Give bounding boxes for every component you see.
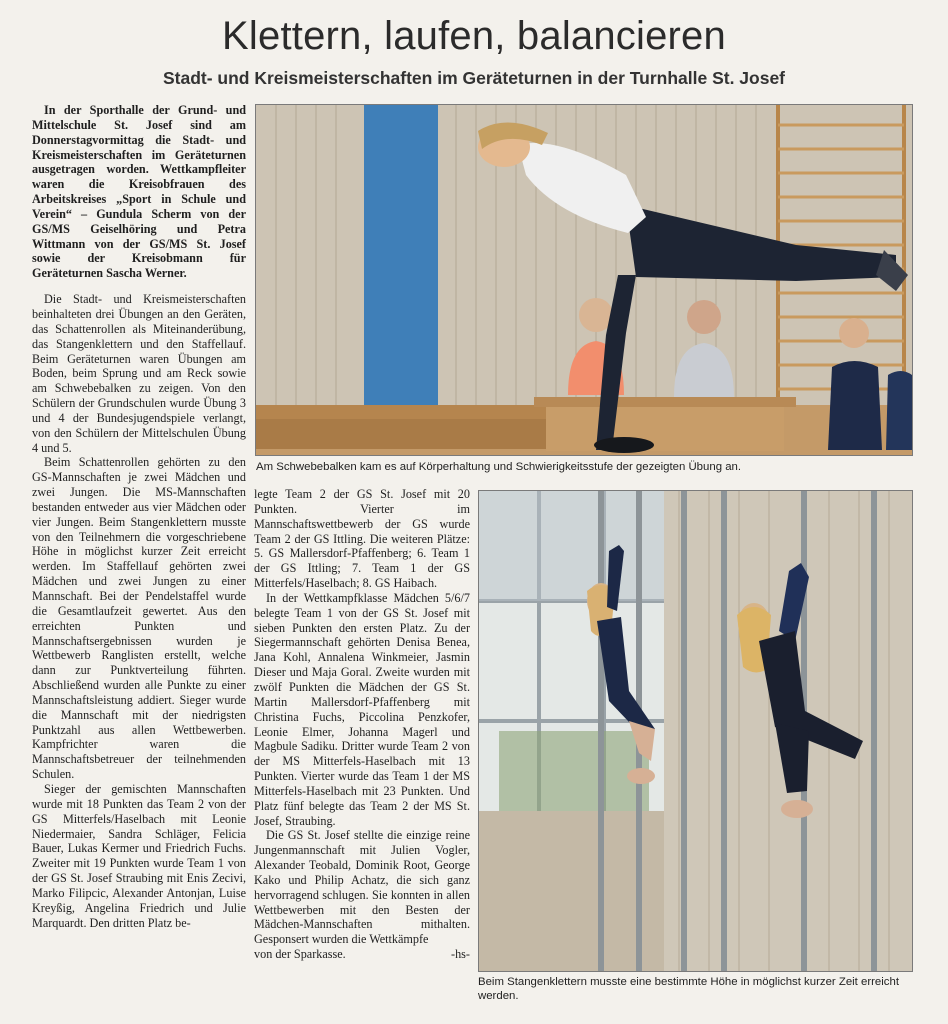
pole-climbing-illustration xyxy=(479,491,912,971)
text-column-left xyxy=(32,103,246,930)
body-paragraph: Beim Schattenrollen gehörten zu den GS-Mannschaften je zwei Mädchen und zwei Jungen. Die MS-Mannschaften bestanden entweder aus vier Mädchen oder vier Jungen. Beim Stangenklettern musste von den Teilnehmern die vorgeschriebene Höhe in möglichst kurzer Zeit erreicht werden. Im Staffellauf gehörten zwei Mädchen und zwei Jungen zu einer Mannschaft. Bei der Pendelstaffel wurde die Gesamtlaufzeit gewertet. Aus den erreichten Punkten und Mannschaftsergebnissen wurden je Wettbewerb Ranglisten erstellt, welche dann zur Punktverteilung führten. Abschließend wurden alle Punkte zu einer Mannschaftsleistung addiert. Sieger wurde die Mannschaft mit der niedrigsten Punktzahl aus allen Wettbewerben. Kampfrichter waren die Mannschaftsbetreuer der teilnehmenden Schulen. xyxy=(32,455,246,782)
balance-beam-illustration xyxy=(256,105,912,455)
body-paragraph: Sieger der gemischten Mannschaften wurde mit 18 Punkten das Team 2 von der GS Mitterfels/Haselbach mit Leonie Niedermaier, Sandra Schläger, Felicia Bauer, Lukas Kermer und Friedrich Fuchs. Zweiter mit 19 Punkten wurde Team 1 von der GS St. Josef Straubing mit Enis Zecivi, Marko Filipcic, Alexander Antonjan, Luise Kreyßig, Angelina Friedrich und Julie Marquardt. Den dritten Platz be- xyxy=(32,781,246,930)
body-paragraph: Die GS St. Josef stellte die einzige reine Jungenmannschaft mit Julien Vogler, Alexander Teobald, Dominik Root, George Kako und Philip Achatz, die sich ganz hervorragend schlugen. Sie konnten in allen Wettbewerben mit den Besten der Mädchen-Mannschaften mithalten. Gesponsert wurden die Wettkämpfe xyxy=(254,828,470,947)
photo-balance-beam xyxy=(255,104,913,456)
photo-caption-bottom: Beim Stangenklettern musste eine bestimmte Höhe in möglichst kurzer Zeit erreicht werden. xyxy=(478,976,899,1002)
author-tag: -hs- xyxy=(451,947,470,962)
text-column-middle xyxy=(254,487,470,962)
body-paragraph-continued: legte Team 2 der GS St. Josef mit 20 Punkten. Vierter im Mannschaftswettbewerb der GS wurde Team 2 der GS Ittling. Die weiteren Plätze: 5. GS Mallersdorf-Pfaffenberg; 6. Team 1 der GS Ittling; 7. Team 1 der GS Mitterfels/Haselbach; 8. GS Haibach. xyxy=(254,487,470,591)
body-paragraph: In der Wettkampfklasse Mädchen 5/6/7 belegte Team 1 von der GS St. Josef mit sieben Punkten den ersten Platz. Zu der Siegermannschaft gehörten Denisa Benea, Jana Kohl, Annalena Winkmeier, Jasmin Dieser und Maja Goral. Zweite wurden mit zwölf Punkten die Mädchen der GS St. Martin Mallersdorf-Pfaffenberg mit Christina Fuchs, Piccolina Penzkofer, Leonie Elmer, Johanna Magerl und Magbule Sadiku. Dritter wurde Team 2 von der MS Mitterfels-Haselbach mit 13 Punkten. Vierter wurde das Team 1 der MS Mitterfels-Haselbach mit 23 Punkten. Und Platz fünf belegte das Team 2 der MS St. Josef, Straubing. xyxy=(254,590,470,828)
photo-caption-top: Am Schwebebalken kam es auf Körperhaltung und Schwierigkeitsstufe der gezeigten Übung an. xyxy=(256,461,742,473)
headline: Klettern, laufen, balancieren xyxy=(222,14,726,58)
blue-wall-panel xyxy=(364,105,438,405)
photo-pole-climbing xyxy=(478,490,913,972)
lead-paragraph: In der Sporthalle der Grund- und Mittelschule St. Josef sind am Donnerstagvormittag die Stadt- und Kreismeisterschaften im Geräteturnen ausgetragen worden. Wettkampfleiter waren die Kreisobfrauen des Arbeitskreises „Sport in Schule und Verein“ – Gundula Scherm von der GS/MS Geiselhöring und Petra Wittmann von der GS/MS St. Josef sowie der Kreisobmann für Geräteturnen Sascha Werner. xyxy=(32,103,246,281)
signature-line xyxy=(254,947,470,962)
subheadline: Stadt- und Kreismeisterschaften im Geräteturnen in der Turnhalle St. Josef xyxy=(162,68,786,88)
final-line: von der Sparkasse. xyxy=(254,947,346,962)
body-paragraph: Die Stadt- und Kreismeisterschaften beinhalteten drei Übungen an den Geräten, das Schattenrollen als Miteinanderübung, das Stangenklettern und den Staffellauf. Beim Geräteturnen waren Übungen am Boden, beim Sprung und am Reck sowie am Schwebebalken zu zeigen. Von den Schülern der Grundschulen wurde Übung 3 und 4 der Bundesjugendspiele verlangt, von den Schülern der Mittelschulen Übung 4 und 5. xyxy=(32,292,246,455)
